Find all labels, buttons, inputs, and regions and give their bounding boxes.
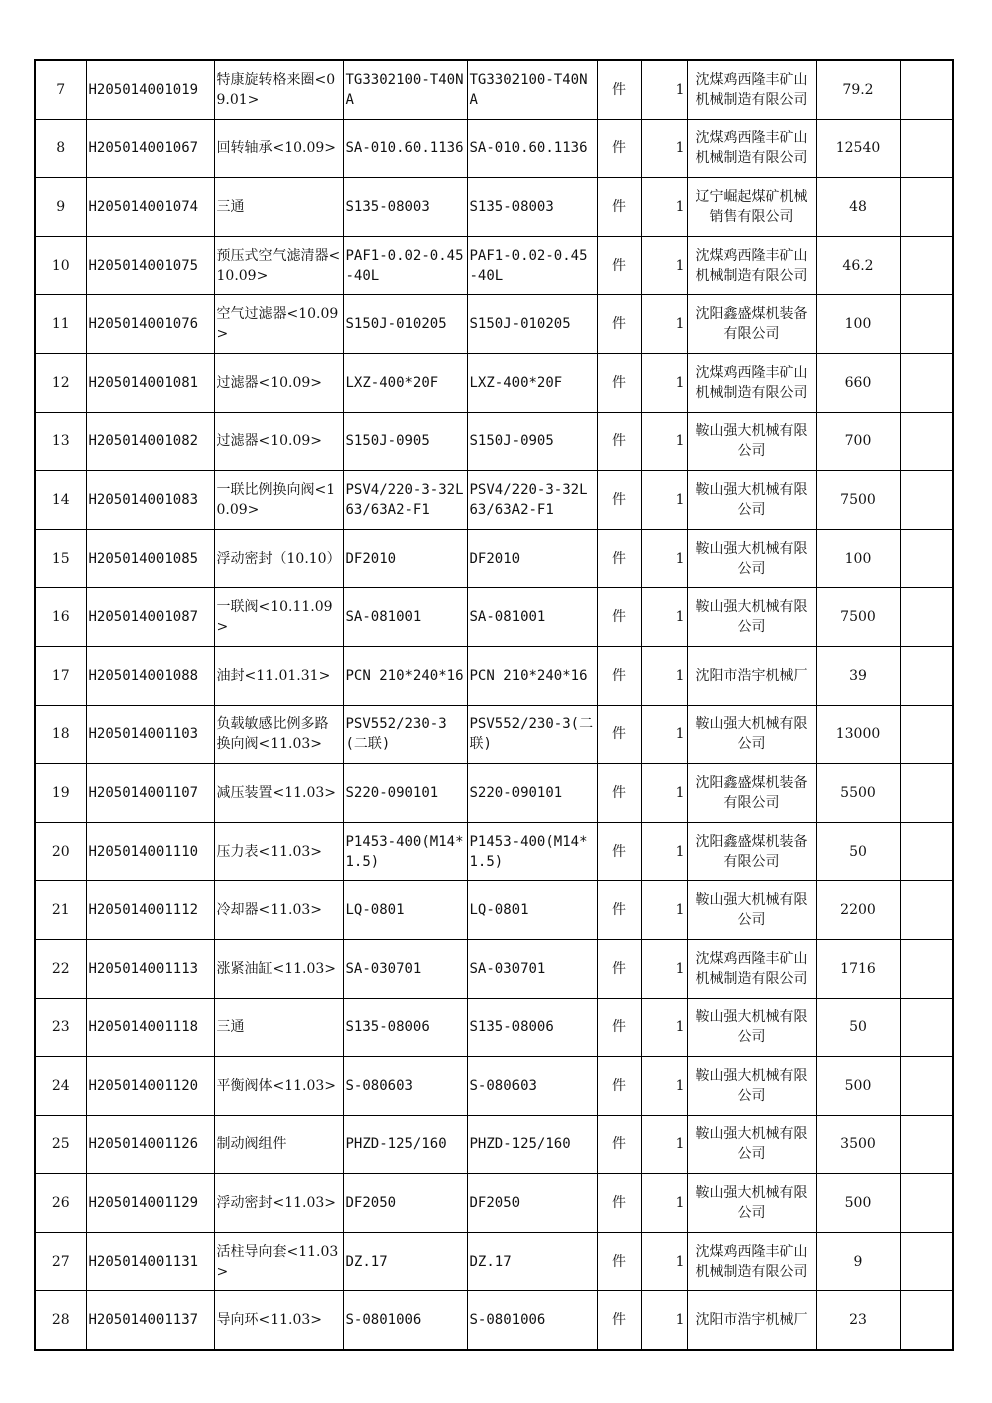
row-number-cell: 21 [35, 881, 86, 940]
model-cell: SA-010.60.1136 [467, 119, 597, 178]
unit-cell: 件 [597, 295, 641, 354]
supplier-cell: 沈阳市浩宇机械厂 [687, 1291, 816, 1350]
material-name-cell: 三通 [214, 178, 343, 237]
quantity-cell: 1 [641, 412, 687, 471]
row-number-cell: 12 [35, 353, 86, 412]
supplier-cell: 沈煤鸡西隆丰矿山机械制造有限公司 [687, 236, 816, 295]
row-number-cell: 8 [35, 119, 86, 178]
material-code-cell: H205014001074 [86, 178, 214, 237]
remark-cell [900, 295, 953, 354]
unit-cell: 件 [597, 764, 641, 823]
material-name-cell: 浮动密封<11.03> [214, 1174, 343, 1233]
model-cell: PSV4/220-3-32L63/63A2-F1 [467, 471, 597, 530]
unit-cell: 件 [597, 529, 641, 588]
model-cell: LQ-0801 [467, 881, 597, 940]
material-code-cell: H205014001019 [86, 60, 214, 119]
supplier-cell: 沈煤鸡西隆丰矿山机械制造有限公司 [687, 939, 816, 998]
price-cell: 3500 [816, 1115, 900, 1174]
unit-cell: 件 [597, 998, 641, 1057]
row-number-cell: 22 [35, 939, 86, 998]
parts-table [34, 59, 954, 1351]
price-cell: 500 [816, 1057, 900, 1116]
model-cell: S135-08003 [467, 178, 597, 237]
price-cell: 50 [816, 822, 900, 881]
price-cell: 700 [816, 412, 900, 471]
quantity-cell: 1 [641, 1232, 687, 1291]
model-cell: PSV552/230-3(二联) [467, 705, 597, 764]
table-body [35, 60, 953, 1350]
row-number-cell: 19 [35, 764, 86, 823]
row-number-cell: 10 [35, 236, 86, 295]
model-cell: PAF1-0.02-0.45-40L [467, 236, 597, 295]
supplier-cell: 鞍山强大机械有限公司 [687, 998, 816, 1057]
quantity-cell: 1 [641, 1174, 687, 1233]
price-cell: 13000 [816, 705, 900, 764]
model-cell: P1453-400(M14*1.5) [467, 822, 597, 881]
unit-cell: 件 [597, 939, 641, 998]
unit-cell: 件 [597, 705, 641, 764]
model-cell: DF2050 [467, 1174, 597, 1233]
price-cell: 79.2 [816, 60, 900, 119]
remark-cell [900, 1174, 953, 1233]
table-row [35, 1174, 953, 1233]
quantity-cell: 1 [641, 822, 687, 881]
remark-cell [900, 822, 953, 881]
quantity-cell: 1 [641, 353, 687, 412]
model-cell: S150J-010205 [467, 295, 597, 354]
table-row [35, 1115, 953, 1174]
specification-cell: DZ.17 [343, 1232, 467, 1291]
model-cell: LXZ-400*20F [467, 353, 597, 412]
table-row [35, 412, 953, 471]
remark-cell [900, 764, 953, 823]
material-code-cell: H205014001076 [86, 295, 214, 354]
table-row [35, 588, 953, 647]
table-row [35, 646, 953, 705]
material-name-cell: 回转轴承<10.09> [214, 119, 343, 178]
model-cell: PHZD-125/160 [467, 1115, 597, 1174]
table-row [35, 178, 953, 237]
specification-cell: LQ-0801 [343, 881, 467, 940]
unit-cell: 件 [597, 60, 641, 119]
model-cell: S135-08006 [467, 998, 597, 1057]
specification-cell: LXZ-400*20F [343, 353, 467, 412]
row-number-cell: 15 [35, 529, 86, 588]
supplier-cell: 沈阳鑫盛煤机装备有限公司 [687, 764, 816, 823]
specification-cell: TG3302100-T40NA [343, 60, 467, 119]
supplier-cell: 鞍山强大机械有限公司 [687, 881, 816, 940]
material-code-cell: H205014001118 [86, 998, 214, 1057]
material-name-cell: 涨紧油缸<11.03> [214, 939, 343, 998]
model-cell: SA-030701 [467, 939, 597, 998]
unit-cell: 件 [597, 471, 641, 530]
supplier-cell: 沈阳市浩宇机械厂 [687, 646, 816, 705]
model-cell: TG3302100-T40NA [467, 60, 597, 119]
row-number-cell: 20 [35, 822, 86, 881]
unit-cell: 件 [597, 588, 641, 647]
row-number-cell: 11 [35, 295, 86, 354]
unit-cell: 件 [597, 1115, 641, 1174]
quantity-cell: 1 [641, 295, 687, 354]
material-name-cell: 空气过滤器<10.09> [214, 295, 343, 354]
specification-cell: P1453-400(M14*1.5) [343, 822, 467, 881]
quantity-cell: 1 [641, 60, 687, 119]
material-code-cell: H205014001131 [86, 1232, 214, 1291]
material-code-cell: H205014001075 [86, 236, 214, 295]
material-code-cell: H205014001112 [86, 881, 214, 940]
model-cell: PCN 210*240*16 [467, 646, 597, 705]
remark-cell [900, 588, 953, 647]
table-row [35, 295, 953, 354]
material-code-cell: H205014001126 [86, 1115, 214, 1174]
table-row [35, 236, 953, 295]
material-name-cell: 导向环<11.03> [214, 1291, 343, 1350]
quantity-cell: 1 [641, 1291, 687, 1350]
remark-cell [900, 119, 953, 178]
material-name-cell: 一联阀<10.11.09> [214, 588, 343, 647]
row-number-cell: 24 [35, 1057, 86, 1116]
quantity-cell: 1 [641, 764, 687, 823]
quantity-cell: 1 [641, 646, 687, 705]
supplier-cell: 鞍山强大机械有限公司 [687, 1057, 816, 1116]
material-name-cell: 特康旋转格来圈<09.01> [214, 60, 343, 119]
price-cell: 39 [816, 646, 900, 705]
unit-cell: 件 [597, 1232, 641, 1291]
remark-cell [900, 529, 953, 588]
row-number-cell: 16 [35, 588, 86, 647]
material-name-cell: 预压式空气滤清器<10.09> [214, 236, 343, 295]
row-number-cell: 28 [35, 1291, 86, 1350]
material-code-cell: H205014001082 [86, 412, 214, 471]
unit-cell: 件 [597, 1291, 641, 1350]
quantity-cell: 1 [641, 471, 687, 530]
material-code-cell: H205014001085 [86, 529, 214, 588]
table-row [35, 353, 953, 412]
specification-cell: PCN 210*240*16 [343, 646, 467, 705]
supplier-cell: 鞍山强大机械有限公司 [687, 1115, 816, 1174]
specification-cell: SA-010.60.1136 [343, 119, 467, 178]
material-name-cell: 过滤器<10.09> [214, 412, 343, 471]
table-row [35, 1057, 953, 1116]
price-cell: 50 [816, 998, 900, 1057]
table-row [35, 119, 953, 178]
material-code-cell: H205014001103 [86, 705, 214, 764]
unit-cell: 件 [597, 646, 641, 705]
row-number-cell: 14 [35, 471, 86, 530]
material-code-cell: H205014001107 [86, 764, 214, 823]
price-cell: 48 [816, 178, 900, 237]
material-code-cell: H205014001113 [86, 939, 214, 998]
specification-cell: S135-08006 [343, 998, 467, 1057]
price-cell: 7500 [816, 588, 900, 647]
remark-cell [900, 1057, 953, 1116]
row-number-cell: 17 [35, 646, 86, 705]
unit-cell: 件 [597, 1057, 641, 1116]
remark-cell [900, 60, 953, 119]
material-code-cell: H205014001120 [86, 1057, 214, 1116]
supplier-cell: 沈阳鑫盛煤机装备有限公司 [687, 822, 816, 881]
table-row [35, 1232, 953, 1291]
material-code-cell: H205014001129 [86, 1174, 214, 1233]
material-name-cell: 负载敏感比例多路换向阀<11.03> [214, 705, 343, 764]
table-row [35, 1291, 953, 1350]
remark-cell [900, 1115, 953, 1174]
supplier-cell: 鞍山强大机械有限公司 [687, 529, 816, 588]
remark-cell [900, 646, 953, 705]
material-name-cell: 制动阀组件 [214, 1115, 343, 1174]
remark-cell [900, 353, 953, 412]
model-cell: S-080603 [467, 1057, 597, 1116]
model-cell: S220-090101 [467, 764, 597, 823]
price-cell: 9 [816, 1232, 900, 1291]
material-name-cell: 冷却器<11.03> [214, 881, 343, 940]
material-code-cell: H205014001088 [86, 646, 214, 705]
unit-cell: 件 [597, 119, 641, 178]
supplier-cell: 沈煤鸡西隆丰矿山机械制造有限公司 [687, 353, 816, 412]
supplier-cell: 辽宁崛起煤矿机械销售有限公司 [687, 178, 816, 237]
price-cell: 500 [816, 1174, 900, 1233]
row-number-cell: 25 [35, 1115, 86, 1174]
quantity-cell: 1 [641, 881, 687, 940]
specification-cell: S135-08003 [343, 178, 467, 237]
specification-cell: SA-081001 [343, 588, 467, 647]
specification-cell: S220-090101 [343, 764, 467, 823]
material-name-cell: 压力表<11.03> [214, 822, 343, 881]
material-name-cell: 过滤器<10.09> [214, 353, 343, 412]
supplier-cell: 鞍山强大机械有限公司 [687, 1174, 816, 1233]
row-number-cell: 7 [35, 60, 86, 119]
remark-cell [900, 1291, 953, 1350]
row-number-cell: 9 [35, 178, 86, 237]
remark-cell [900, 1232, 953, 1291]
unit-cell: 件 [597, 881, 641, 940]
material-code-cell: H205014001081 [86, 353, 214, 412]
model-cell: S150J-0905 [467, 412, 597, 471]
quantity-cell: 1 [641, 529, 687, 588]
supplier-cell: 沈阳鑫盛煤机装备有限公司 [687, 295, 816, 354]
unit-cell: 件 [597, 353, 641, 412]
specification-cell: SA-030701 [343, 939, 467, 998]
unit-cell: 件 [597, 1174, 641, 1233]
material-name-cell: 三通 [214, 998, 343, 1057]
quantity-cell: 1 [641, 1115, 687, 1174]
supplier-cell: 鞍山强大机械有限公司 [687, 471, 816, 530]
material-code-cell: H205014001110 [86, 822, 214, 881]
specification-cell: S150J-010205 [343, 295, 467, 354]
model-cell: S-0801006 [467, 1291, 597, 1350]
model-cell: SA-081001 [467, 588, 597, 647]
row-number-cell: 26 [35, 1174, 86, 1233]
material-code-cell: H205014001137 [86, 1291, 214, 1350]
table-row [35, 60, 953, 119]
material-code-cell: H205014001087 [86, 588, 214, 647]
material-name-cell: 平衡阀体<11.03> [214, 1057, 343, 1116]
remark-cell [900, 178, 953, 237]
remark-cell [900, 998, 953, 1057]
supplier-cell: 鞍山强大机械有限公司 [687, 588, 816, 647]
unit-cell: 件 [597, 412, 641, 471]
specification-cell: PSV4/220-3-32L63/63A2-F1 [343, 471, 467, 530]
supplier-cell: 沈煤鸡西隆丰矿山机械制造有限公司 [687, 60, 816, 119]
specification-cell: S150J-0905 [343, 412, 467, 471]
supplier-cell: 鞍山强大机械有限公司 [687, 412, 816, 471]
specification-cell: S-0801006 [343, 1291, 467, 1350]
remark-cell [900, 236, 953, 295]
quantity-cell: 1 [641, 236, 687, 295]
material-name-cell: 一联比例换向阀<10.09> [214, 471, 343, 530]
material-code-cell: H205014001067 [86, 119, 214, 178]
quantity-cell: 1 [641, 998, 687, 1057]
remark-cell [900, 705, 953, 764]
remark-cell [900, 471, 953, 530]
row-number-cell: 23 [35, 998, 86, 1057]
table-row [35, 471, 953, 530]
model-cell: DZ.17 [467, 1232, 597, 1291]
remark-cell [900, 412, 953, 471]
supplier-cell: 沈煤鸡西隆丰矿山机械制造有限公司 [687, 1232, 816, 1291]
table-row [35, 529, 953, 588]
table-row [35, 764, 953, 823]
material-code-cell: H205014001083 [86, 471, 214, 530]
quantity-cell: 1 [641, 119, 687, 178]
specification-cell: PSV552/230-3(二联) [343, 705, 467, 764]
remark-cell [900, 881, 953, 940]
table-row [35, 881, 953, 940]
price-cell: 660 [816, 353, 900, 412]
material-name-cell: 活柱导向套<11.03> [214, 1232, 343, 1291]
specification-cell: S-080603 [343, 1057, 467, 1116]
material-name-cell: 减压装置<11.03> [214, 764, 343, 823]
remark-cell [900, 939, 953, 998]
specification-cell: PAF1-0.02-0.45-40L [343, 236, 467, 295]
quantity-cell: 1 [641, 1057, 687, 1116]
material-name-cell: 油封<11.01.31> [214, 646, 343, 705]
price-cell: 23 [816, 1291, 900, 1350]
unit-cell: 件 [597, 822, 641, 881]
price-cell: 12540 [816, 119, 900, 178]
quantity-cell: 1 [641, 588, 687, 647]
price-cell: 100 [816, 529, 900, 588]
table-row [35, 705, 953, 764]
supplier-cell: 沈煤鸡西隆丰矿山机械制造有限公司 [687, 119, 816, 178]
specification-cell: DF2050 [343, 1174, 467, 1233]
price-cell: 5500 [816, 764, 900, 823]
unit-cell: 件 [597, 236, 641, 295]
table-row [35, 939, 953, 998]
specification-cell: PHZD-125/160 [343, 1115, 467, 1174]
material-name-cell: 浮动密封（10.10） [214, 529, 343, 588]
price-cell: 7500 [816, 471, 900, 530]
price-cell: 2200 [816, 881, 900, 940]
specification-cell: DF2010 [343, 529, 467, 588]
supplier-cell: 鞍山强大机械有限公司 [687, 705, 816, 764]
price-cell: 100 [816, 295, 900, 354]
price-cell: 46.2 [816, 236, 900, 295]
price-cell: 1716 [816, 939, 900, 998]
row-number-cell: 18 [35, 705, 86, 764]
row-number-cell: 27 [35, 1232, 86, 1291]
model-cell: DF2010 [467, 529, 597, 588]
quantity-cell: 1 [641, 705, 687, 764]
quantity-cell: 1 [641, 939, 687, 998]
table-row [35, 822, 953, 881]
row-number-cell: 13 [35, 412, 86, 471]
quantity-cell: 1 [641, 178, 687, 237]
unit-cell: 件 [597, 178, 641, 237]
table-row [35, 998, 953, 1057]
